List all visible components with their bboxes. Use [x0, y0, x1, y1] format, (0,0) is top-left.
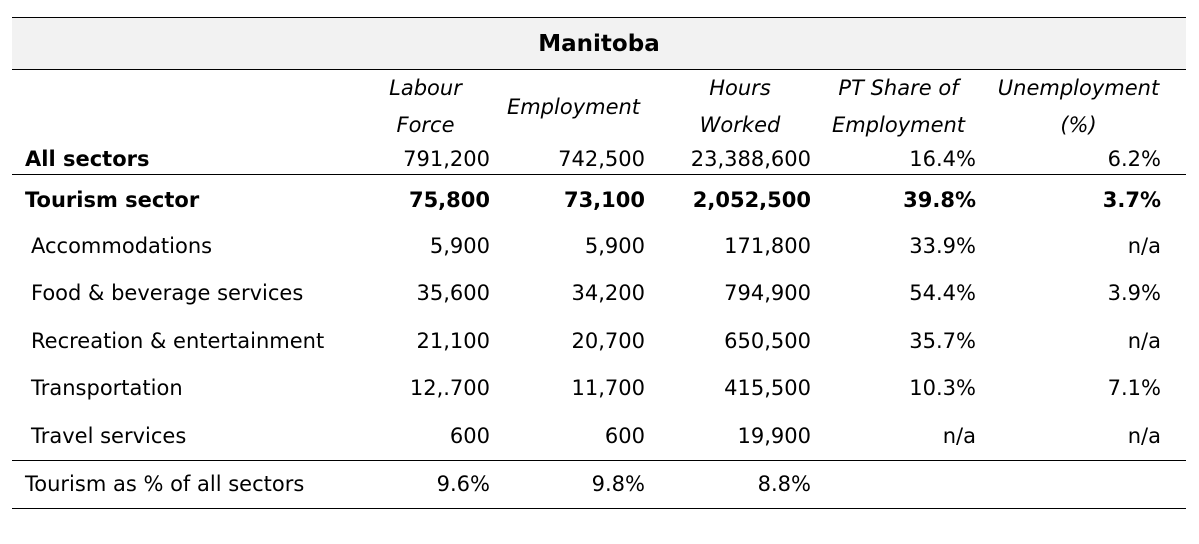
cell-hours-worked: 23,388,600 — [690, 147, 811, 171]
cell-unemployment: n/a — [1127, 423, 1161, 448]
table-row-transportation — [12, 365, 1186, 413]
header-unemployment: Unemployment (%) — [997, 76, 1160, 137]
table-row-food-beverage — [12, 270, 1186, 318]
cell-labour-force: 75,800 — [408, 187, 490, 212]
table-row-recreation — [12, 317, 1186, 365]
cell-hours-worked: 415,500 — [724, 376, 811, 401]
cell-unemployment: 3.7% — [1102, 187, 1161, 212]
cell-pt-share: 54.4% — [909, 281, 976, 306]
row-label: Recreation & entertainment — [31, 328, 325, 353]
cell-employment: 9.8% — [591, 472, 645, 496]
header-labour-force: Labour Force — [389, 76, 462, 137]
header-employment: Employment — [506, 95, 641, 119]
cell-employment: 73,100 — [563, 187, 645, 212]
cell-labour-force: 791,200 — [403, 147, 490, 171]
cell-employment: 34,200 — [571, 281, 645, 306]
cell-employment: 11,700 — [571, 376, 645, 401]
row-label: Tourism as % of all sectors — [25, 472, 305, 496]
table-row-tourism-percent — [12, 460, 1186, 509]
cell-hours-worked: 8.8% — [757, 472, 811, 496]
cell-pt-share: 33.9% — [909, 233, 976, 258]
cell-unemployment: n/a — [1127, 233, 1161, 258]
cell-unemployment: n/a — [1127, 328, 1161, 353]
cell-hours-worked: 171,800 — [724, 233, 811, 258]
cell-labour-force: 21,100 — [416, 328, 490, 353]
cell-labour-force: 12,.700 — [409, 376, 490, 401]
row-label: Tourism sector — [25, 187, 200, 212]
cell-hours-worked: 19,900 — [737, 423, 811, 448]
row-label: Transportation — [31, 376, 183, 401]
header-row — [12, 70, 1186, 144]
cell-pt-share: 10.3% — [909, 376, 976, 401]
row-label: Travel services — [31, 423, 187, 448]
table-row-all-sectors — [12, 144, 1186, 174]
cell-hours-worked: 2,052,500 — [692, 187, 811, 212]
cell-employment: 5,900 — [584, 233, 645, 258]
cell-pt-share: n/a — [942, 423, 976, 448]
table-row-accommodations — [12, 222, 1186, 270]
cell-employment: 742,500 — [558, 147, 645, 171]
row-label: All sectors — [25, 147, 150, 171]
cell-labour-force: 35,600 — [416, 281, 490, 306]
row-label: Food & beverage services — [31, 281, 304, 306]
cell-hours-worked: 794,900 — [724, 281, 811, 306]
cell-employment: 600 — [604, 423, 645, 448]
cell-unemployment: 3.9% — [1107, 281, 1161, 306]
cell-pt-share: 39.8% — [903, 187, 976, 212]
header-pt-share: PT Share of Employment — [831, 76, 966, 137]
cell-employment: 20,700 — [571, 328, 645, 353]
table-title: Manitoba — [12, 17, 1186, 70]
cell-labour-force: 5,900 — [429, 233, 490, 258]
cell-pt-share: 16.4% — [909, 147, 976, 171]
cell-unemployment: 6.2% — [1107, 147, 1161, 171]
header-hours-worked: Hours Worked — [699, 76, 781, 137]
cell-labour-force: 600 — [449, 423, 490, 448]
header-blank — [12, 70, 347, 144]
manitoba-tourism-table — [12, 17, 1186, 509]
cell-hours-worked: 650,500 — [724, 328, 811, 353]
cell-pt-share: 35.7% — [909, 328, 976, 353]
table-row-tourism-sector — [12, 174, 1186, 222]
table-row-travel-services — [12, 412, 1186, 460]
cell-unemployment: 7.1% — [1107, 376, 1161, 401]
row-label: Accommodations — [31, 233, 213, 258]
cell-labour-force: 9.6% — [436, 472, 490, 496]
